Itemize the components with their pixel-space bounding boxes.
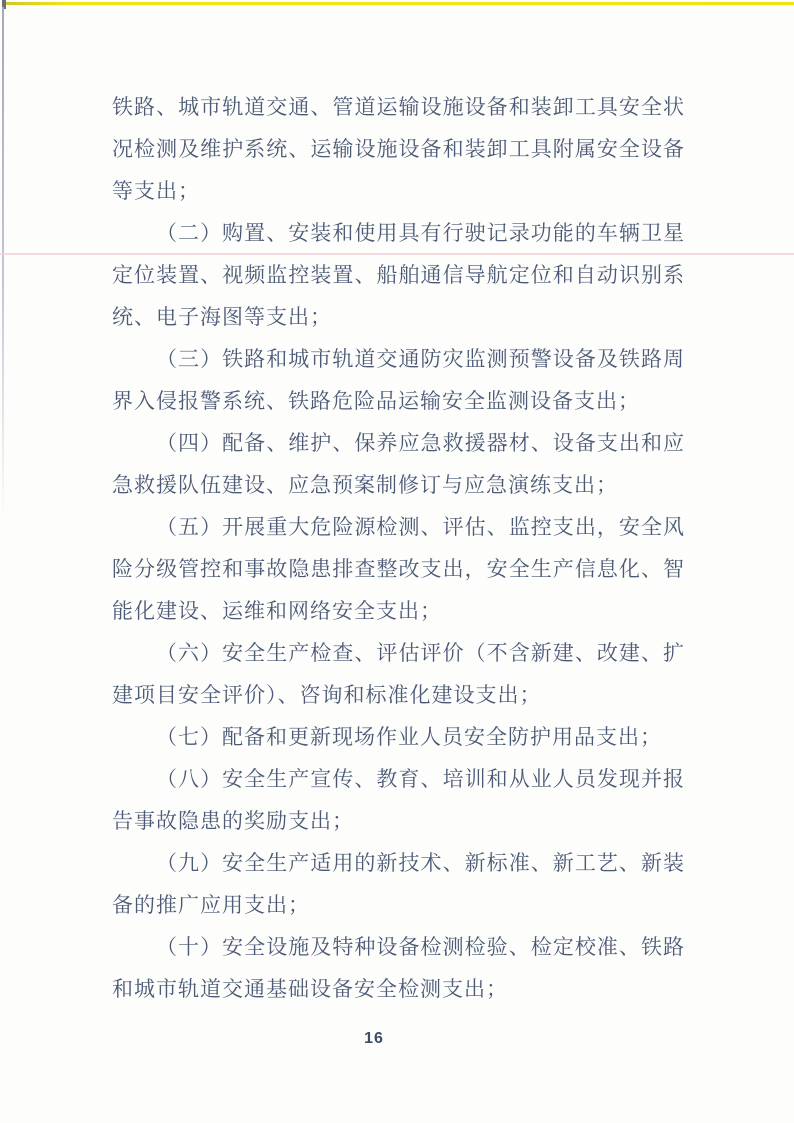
paragraph-item-5: （五）开展重大危险源检测、评估、监控支出，安全风险分级管控和事故隐患排查整改支出，安全生产信息化、智能化建设、运维和网络安全支出； — [112, 515, 685, 623]
page-number: 16 — [364, 1030, 384, 1047]
paragraph-item-3: （三）铁路和城市轨道交通防灾监测预警设备及铁路周界入侵报警系统、铁路危险品运输安全监测设备支出； — [112, 347, 685, 413]
paragraph-item-7: （七）配备和更新现场作业人员安全防护用品支出； — [156, 725, 662, 749]
paragraph-item-8: （八）安全生产宣传、教育、培训和从业人员发现并报告事故隐患的奖励支出； — [112, 767, 685, 833]
paragraph-item-9: （九）安全生产适用的新技术、新标准、新工艺、新装备的推广应用支出； — [112, 851, 685, 917]
scan-top-edge-line — [4, 2, 794, 5]
paragraph-item-6: （六）安全生产检查、评估评价（不含新建、改建、扩建项目安全评价）、咨询和标准化建设支出； — [112, 641, 685, 707]
paragraph-continuation: 铁路、城市轨道交通、管道运输设施设备和装卸工具安全状况检测及维护系统、运输设施设备和装卸工具附属安全设备等支出； — [112, 95, 685, 203]
scan-left-edge-line — [2, 7, 4, 522]
paragraph-item-4: （四）配备、维护、保养应急救援器材、设备支出和应急救援队伍建设、应急预案制修订与应急演练支出； — [112, 431, 685, 497]
document-text-block — [112, 86, 685, 1010]
paragraph-item-2: （二）购置、安装和使用具有行驶记录功能的车辆卫星定位装置、视频监控装置、船舶通信导航定位和自动识别系统、电子海图等支出； — [112, 221, 685, 329]
paragraph-item-10: （十）安全设施及特种设备检测检验、检定校准、铁路和城市轨道交通基础设备安全检测支出； — [112, 935, 685, 1001]
